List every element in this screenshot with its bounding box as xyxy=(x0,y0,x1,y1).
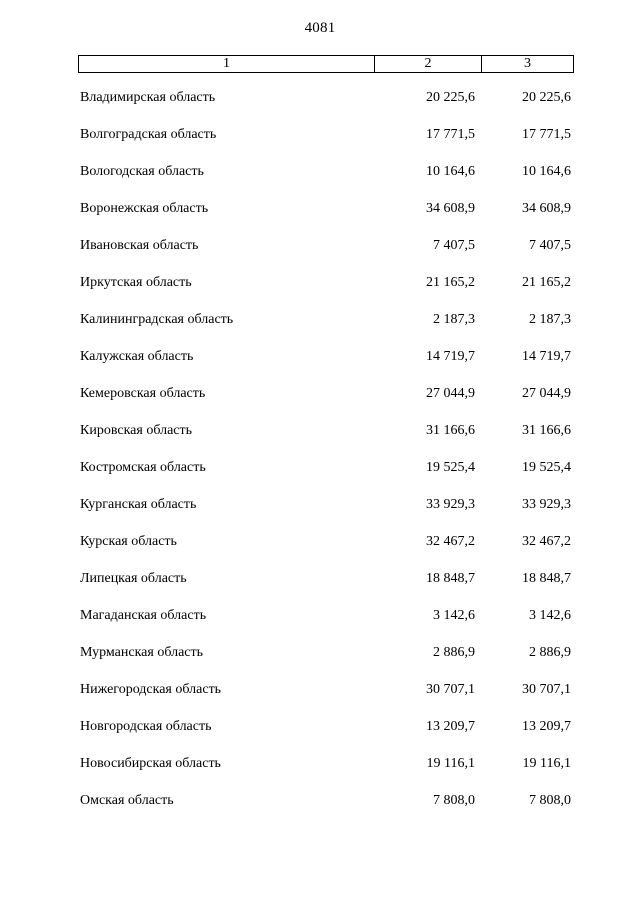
value-column-3: 14 719,7 xyxy=(522,349,571,364)
region-name: Омская область xyxy=(80,793,174,808)
value-column-2: 10 164,6 xyxy=(426,164,475,179)
value-column-3: 33 929,3 xyxy=(522,497,571,512)
value-column-3: 2 187,3 xyxy=(529,312,571,327)
value-column-3: 2 886,9 xyxy=(529,645,571,660)
value-column-3: 19 116,1 xyxy=(522,756,571,771)
table-row xyxy=(0,420,640,457)
value-column-3: 19 525,4 xyxy=(522,460,571,475)
table-row xyxy=(0,87,640,124)
region-name: Курганская область xyxy=(80,497,197,512)
value-column-2: 14 719,7 xyxy=(426,349,475,364)
table-row xyxy=(0,790,640,827)
value-column-3: 13 209,7 xyxy=(522,719,571,734)
table-row xyxy=(0,309,640,346)
value-column-3: 32 467,2 xyxy=(522,534,571,549)
region-name: Ивановская область xyxy=(80,238,199,253)
value-column-3: 3 142,6 xyxy=(529,608,571,623)
table-row xyxy=(0,716,640,753)
value-column-2: 17 771,5 xyxy=(426,127,475,142)
region-name: Курская область xyxy=(80,534,177,549)
value-column-2: 19 525,4 xyxy=(426,460,475,475)
region-name: Калужская область xyxy=(80,349,194,364)
region-name: Вологодская область xyxy=(80,164,204,179)
table-header xyxy=(78,55,574,73)
value-column-3: 10 164,6 xyxy=(522,164,571,179)
header-column-1: 1 xyxy=(79,56,375,72)
value-column-2: 7 808,0 xyxy=(433,793,475,808)
region-name: Липецкая область xyxy=(80,571,187,586)
table-row xyxy=(0,346,640,383)
region-name: Иркутская область xyxy=(80,275,192,290)
value-column-3: 34 608,9 xyxy=(522,201,571,216)
value-column-3: 21 165,2 xyxy=(522,275,571,290)
value-column-2: 34 608,9 xyxy=(426,201,475,216)
value-column-2: 3 142,6 xyxy=(433,608,475,623)
value-column-2: 21 165,2 xyxy=(426,275,475,290)
value-column-2: 32 467,2 xyxy=(426,534,475,549)
value-column-2: 19 116,1 xyxy=(426,756,475,771)
table-row xyxy=(0,568,640,605)
region-name: Калининградская область xyxy=(80,312,234,327)
value-column-3: 7 808,0 xyxy=(529,793,571,808)
header-column-3: 3 xyxy=(524,56,531,71)
value-column-2: 31 166,6 xyxy=(426,423,475,438)
table-row xyxy=(0,531,640,568)
region-name: Мурманская область xyxy=(80,645,204,660)
value-column-2: 20 225,6 xyxy=(426,90,475,105)
value-column-3: 20 225,6 xyxy=(522,90,571,105)
value-column-3: 17 771,5 xyxy=(522,127,571,142)
value-column-3: 7 407,5 xyxy=(529,238,571,253)
value-column-2: 13 209,7 xyxy=(426,719,475,734)
region-name: Новосибирская область xyxy=(80,756,221,771)
region-name: Кемеровская область xyxy=(80,386,206,401)
value-column-2: 33 929,3 xyxy=(426,497,475,512)
table-row xyxy=(0,383,640,420)
region-name: Волгоградская область xyxy=(80,127,217,142)
region-name: Кировская область xyxy=(80,423,193,438)
value-column-3: 31 166,6 xyxy=(522,423,571,438)
region-name: Костромская область xyxy=(80,460,206,475)
value-column-2: 27 044,9 xyxy=(426,386,475,401)
region-name: Новгородская область xyxy=(80,719,212,734)
value-column-3: 30 707,1 xyxy=(522,682,571,697)
table-row xyxy=(0,272,640,309)
table-row xyxy=(0,494,640,531)
table-row xyxy=(0,642,640,679)
region-name: Магаданская область xyxy=(80,608,207,623)
value-column-2: 2 886,9 xyxy=(433,645,475,660)
region-name: Нижегородская область xyxy=(80,682,222,697)
table-body xyxy=(0,87,640,827)
table-row xyxy=(0,198,640,235)
value-column-2: 7 407,5 xyxy=(433,238,475,253)
page-number: 4081 xyxy=(304,20,336,36)
table-row xyxy=(0,235,640,272)
value-column-3: 27 044,9 xyxy=(522,386,571,401)
value-column-3: 18 848,7 xyxy=(522,571,571,586)
value-column-2: 30 707,1 xyxy=(426,682,475,697)
value-column-2: 18 848,7 xyxy=(426,571,475,586)
table-row xyxy=(0,753,640,790)
table-row xyxy=(0,679,640,716)
table-row xyxy=(0,457,640,494)
region-name: Владимирская область xyxy=(80,90,216,105)
value-column-2: 2 187,3 xyxy=(433,312,475,327)
table-row xyxy=(0,124,640,161)
table-row xyxy=(0,605,640,642)
table-row xyxy=(0,161,640,198)
header-column-2: 2 xyxy=(375,56,482,72)
region-name: Воронежская область xyxy=(80,201,209,216)
